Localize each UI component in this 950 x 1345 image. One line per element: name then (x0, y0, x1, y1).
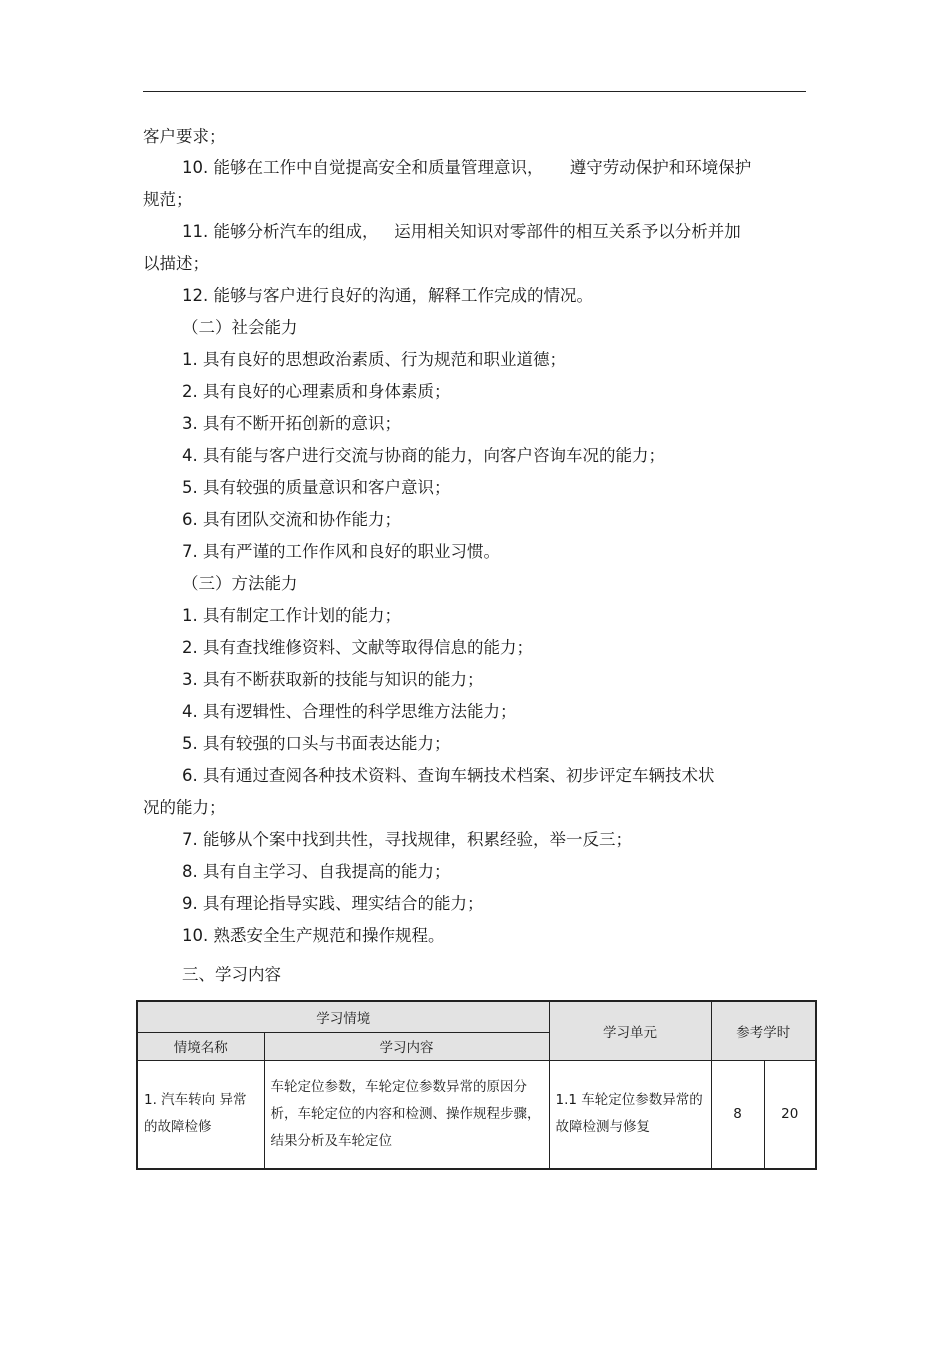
learning-content-table (136, 1000, 817, 1170)
hours-cell-a: 8 (711, 1060, 764, 1169)
text-line: 6. 具有通过查阅各种技术资料、查询车辆技术档案、初步评定车辆技术状 (182, 766, 715, 785)
text-line: 2. 具有查找维修资料、文献等取得信息的能力； (182, 638, 533, 657)
text-line: 以描述； (143, 254, 209, 273)
text-line: 客户要求； (143, 127, 226, 146)
text-line: 2. 具有良好的心理素质和身体素质； (182, 382, 451, 401)
text-line: 5. 具有较强的口头与书面表达能力； (182, 734, 451, 753)
content-cell: 车轮定位参数，车轮定位参数异常的原因分析，车轮定位的内容和检测、操作规程步骤，结果分析及车轮定位 (264, 1060, 549, 1169)
text-line: 6. 具有团队交流和协作能力； (182, 510, 401, 529)
text-line: 10. 熟悉安全生产规范和操作规程。 (182, 926, 445, 945)
header-unit: 学习单元 (549, 1001, 711, 1060)
unit-cell: 1.1 车轮定位参数异常的故障检测与修复 (549, 1060, 711, 1169)
text-line: 5. 具有较强的质量意识和客户意识； (182, 478, 451, 497)
text-line: 12. 能够与客户进行良好的沟通，解释工作完成的情况。 (182, 286, 593, 305)
section-heading: 三、学习内容 (182, 965, 281, 984)
header-content: 学习内容 (264, 1032, 549, 1060)
text-line: 7. 具有严谨的工作作风和良好的职业习惯。 (182, 542, 500, 561)
text-line: 10. 能够在工作中自觉提高安全和质量管理意识， 遵守劳动保护和环境保护 (182, 158, 752, 177)
header-rule (143, 91, 806, 92)
text-line: 9. 具有理论指导实践、理实结合的能力； (182, 894, 484, 913)
hours-cell-b: 20 (764, 1060, 816, 1169)
text-line: 规范； (143, 190, 193, 209)
text-line: 4. 具有逻辑性、合理性的科学思维方法能力； (182, 702, 517, 721)
text-line: 4. 具有能与客户进行交流与协商的能力，向客户咨询车况的能力； (182, 446, 665, 465)
section-heading: （三）方法能力 (182, 574, 298, 593)
header-situation-name: 情境名称 (137, 1032, 264, 1060)
text-line: 1. 具有良好的思想政治素质、行为规范和职业道德； (182, 350, 566, 369)
text-line: 1. 具有制定工作计划的能力； (182, 606, 401, 625)
text-line: 8. 具有自主学习、自我提高的能力； (182, 862, 451, 881)
header-hours: 参考学时 (711, 1001, 816, 1060)
text-line: 3. 具有不断开拓创新的意识； (182, 414, 401, 433)
text-line: 3. 具有不断获取新的技能与知识的能力； (182, 670, 484, 689)
text-line: 11. 能够分析汽车的组成， 运用相关知识对零部件的相互关系予以分析并加 (182, 222, 741, 241)
text-line: 况的能力； (143, 798, 226, 817)
table-row (137, 1060, 816, 1169)
section-heading: （二）社会能力 (182, 318, 298, 337)
header-situation: 学习情境 (137, 1001, 549, 1032)
text-line: 7. 能够从个案中找到共性，寻找规律，积累经验，举一反三； (182, 830, 632, 849)
situation-name-cell: 1. 汽车转向 异常的故障检修 (137, 1060, 264, 1169)
